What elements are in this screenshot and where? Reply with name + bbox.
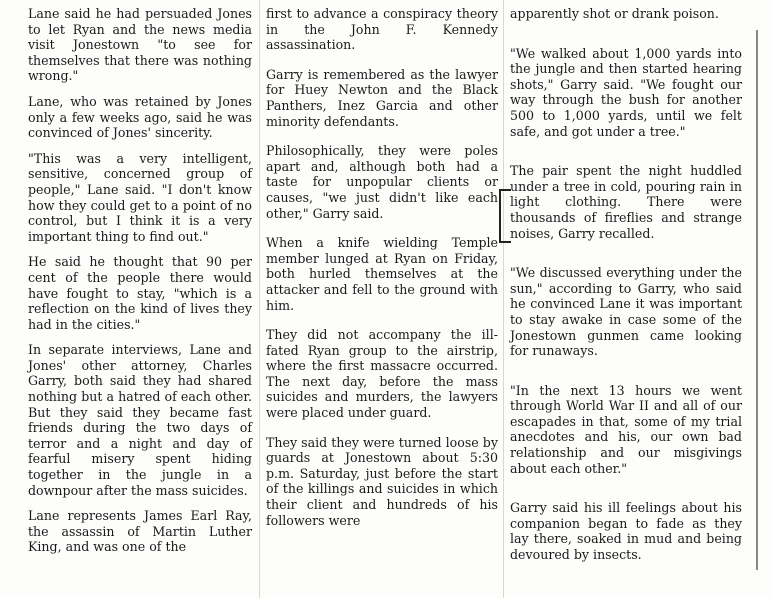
paragraph: Garry is remembered as the lawyer for Huey Newton and the Black Panthers, Inez Garcia and other minority defendants. [266, 66, 498, 129]
paragraph: Philosophically, they were poles apart and, although both had a taste for unpopular clients or causes, "we just didn't like each other," Garry said. [266, 143, 498, 221]
article-column-2 [266, 6, 498, 542]
paragraph: "This was a very intelligent, sensitive, concerned group of people," Lane said. "I don't know how they could get to a point of no control, but I think it is a very important thing to find out." [28, 150, 252, 244]
paragraph: "In the next 13 hours we went through World War II and all of our escapades in that, some of my trial anecdotes and his, our own bad relationship and our misgivings about each other." [510, 382, 742, 476]
paragraph: "We walked about 1,000 yards into the jungle and then started hearing shots," Garry said. "We fought our way through the bush for another 500 to 1,000 yards, until we felt safe, and got under a tree." [510, 45, 742, 139]
page-edge-line [756, 30, 758, 570]
paragraph: Lane, who was retained by Jones only a few weeks ago, said he was convinced of Jones' sincerity. [28, 93, 252, 141]
paragraph: In separate interviews, Lane and Jones' other attorney, Charles Garry, both said they had shared nothing but a hatred of each other. But they said they became fast friends during the two days of terror and a night and day of fearful misery spent hiding together in the jungle in a downpour after the mass suicides. [28, 342, 252, 498]
paragraph: "We discussed everything under the sun," according to Garry, who said he convinced Lane it was important to stay awake in case some of the Jonestown gunmen came looking for runaways. [510, 265, 742, 359]
paragraph: They did not accompany the ill-fated Ryan group to the airstrip, where the first massacre occurred. The next day, before the mass suicides and murders, the lawyers were placed under guard. [266, 327, 498, 421]
article-column-3 [510, 6, 742, 587]
paragraph: apparently shot or drank poison. [510, 6, 719, 21]
article-column-1 [28, 6, 252, 565]
paragraph: first to advance a conspiracy theory in the John F. Kennedy assassination. [266, 6, 498, 53]
paragraph: The pair spent the night huddled under a tree in cold, pouring rain in light clothing. There were thousands of fireflies and strange noises, Garry recalled. [510, 163, 742, 241]
paragraph: Lane represents James Earl Ray, the assassin of Martin Luther King, and was one of the [28, 508, 252, 555]
column-divider [503, 0, 504, 598]
paragraph: He said he thought that 90 per cent of the people there would have fought to stay, "which is a reflection on the kind of lives they had in the cities." [28, 254, 252, 332]
column-divider [259, 0, 260, 598]
paragraph: Lane said he had persuaded Jones to let Ryan and the news media visit Jonestown "to see for themselves that there was nothing wrong." [28, 6, 252, 84]
paragraph: Garry said his ill feelings about his companion began to fade as they lay there, soaked in mud and being devoured by insects. [510, 500, 742, 563]
paragraph: They said they were turned loose by guards at Jonestown about 5:30 p.m. Saturday, just before the start of the killings and suicides in which their client and hundreds of his followers were [266, 434, 498, 528]
paragraph: When a knife wielding Temple member lunged at Ryan on Friday, both hurled themselves at the attacker and fell to the ground with him. [266, 235, 498, 313]
